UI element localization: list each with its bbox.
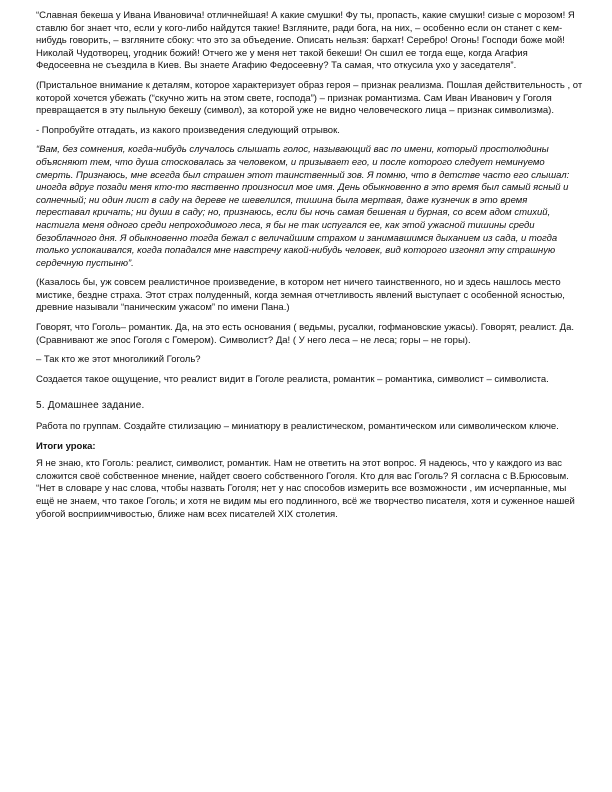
commentary-bekesha: (Пристальное внимание к деталям, которое характеризует образ героя – признак реализма. Пошлая действительность , от которой хочется убежать (“скучно жить на этом свете, господа”) – признак романтизма. Сам Иван Иванович у Гоголя превращается в эту пыльную бекешу (символ), за которой уже не видно человеческого лица – признак символизма). (36, 79, 583, 117)
quote-bekesha: “Славная бекеша у Ивана Ивановича! отличнейшая! А какие смушки! Фу ты, пропасть, какие смушки! сизые с морозом! Я ставлю бог знает что, если у кого-либо найдутся такие! Взгляните, ради бога, на них, – особенно если он станет с кем-нибудь говорить, – взгляните сбоку: что это за объедение. Описать нельзя: бархат! Серебро! Огонь! Господи боже мой! Николай Чудотворец, угодник божий! Отчего же у меня нет такой бекеши! Он сшил ее тогда еще, когда Агафия Федосеевна не съездила в Киев. Вы знаете Агафию Федосеевну? Та самая, что откусила ухо у заседателя”. (36, 10, 575, 72)
summary-title: Итоги урока: (36, 440, 96, 452)
paragraph-gogol-styles: Говорят, что Гоголь– романтик. Да, на это есть основания ( ведьмы, русалки, гофмановские ужасы). Говорят, реалист. Да. (Сравнивают же эпос Гоголя с Гомером). Символист? Да! ( У него леса – не леса; горы – не горы). (36, 322, 575, 346)
paragraph-summary: Я не знаю, кто Гоголь: реалист, символист, романтик. Нам не ответить на этот вопрос. Я надеюсь, что у каждого из вас сложится своё собственное мнение, найдет своего собственного Гоголя. Кто для вас Гоголь? Я согласна с В.Брюсовым. “Нет в словаре у нас слова, чтобы назвать Гоголя; нет у нас способов измерить все возможности , им исчерпанные, мы ещё не знаем, что такое Гоголь; и хотя не видим мы его подлинного, всё же творчество писателя, хотя и суженное нашей убогой восприимчивостью, ближе нам всех писателей XIX столетия. (36, 458, 575, 520)
task-guess-excerpt: - Попробуйте отгадать, из какого произведения следующий отрывок. (36, 124, 340, 136)
section-heading-homework: 5. Домашнее задание. (36, 400, 145, 412)
commentary-panic-fear: (Казалось бы, уж совсем реалистичное произведение, в котором нет ничего таинственного, но и здесь нашлось место мистике, бездне страха. Этот страх полуденный, когда земная отчетливость явлений выступает с особенной ясностью, древние называли “паническим ужасом” по имени Пана.) (36, 277, 565, 314)
paragraph-impression: Создается такое ощущение, что реалист видит в Гоголе реалиста, романтик – романтика, символист – символиста. (36, 373, 549, 385)
paragraph-homework: Работа по группам. Создайте стилизацию – миниатюру в реалистическом, романтическом или символическом ключе. (36, 421, 559, 433)
paragraph-question: – Так кто же этот многоликий Гоголь? (36, 354, 201, 366)
quote-mysterious-call: “Вам, без сомнения, когда-нибудь случалось слышать голос, называющий вас по имени, который простолюдины объясняют тем, что душа стосковалась за человеком, и призывает его, и после которого следует неминуемо смерть. Признаюсь, мне всегда был страшен этот таинственный зов. Я помню, что в детстве часто его слышал: иногда вдруг позади меня кто-то явственно произносил мое имя. День обыкновенно в это время был самый ясный и солнечный; ни один лист в саду на дереве не шевелился, тишина была мертвая, даже кузнечик в это время переставал кричать; ни души в саду; но, признаюсь, если бы ночь самая бешеная и бурная, со всем адом стихий, настигла меня одного среди непроходимого леса, я бы не так испугался ее, как этой ужасной тишины среди безоблачного дня. Я обыкновенно тогда бежал с величайшим страхом и занимавшимся дыханием из сада, и тогда только успокаивался, когда попадался мне навстречу какой-нибудь человек, вид которого изгонял эту страшную сердечную пустыню”. (36, 144, 570, 269)
